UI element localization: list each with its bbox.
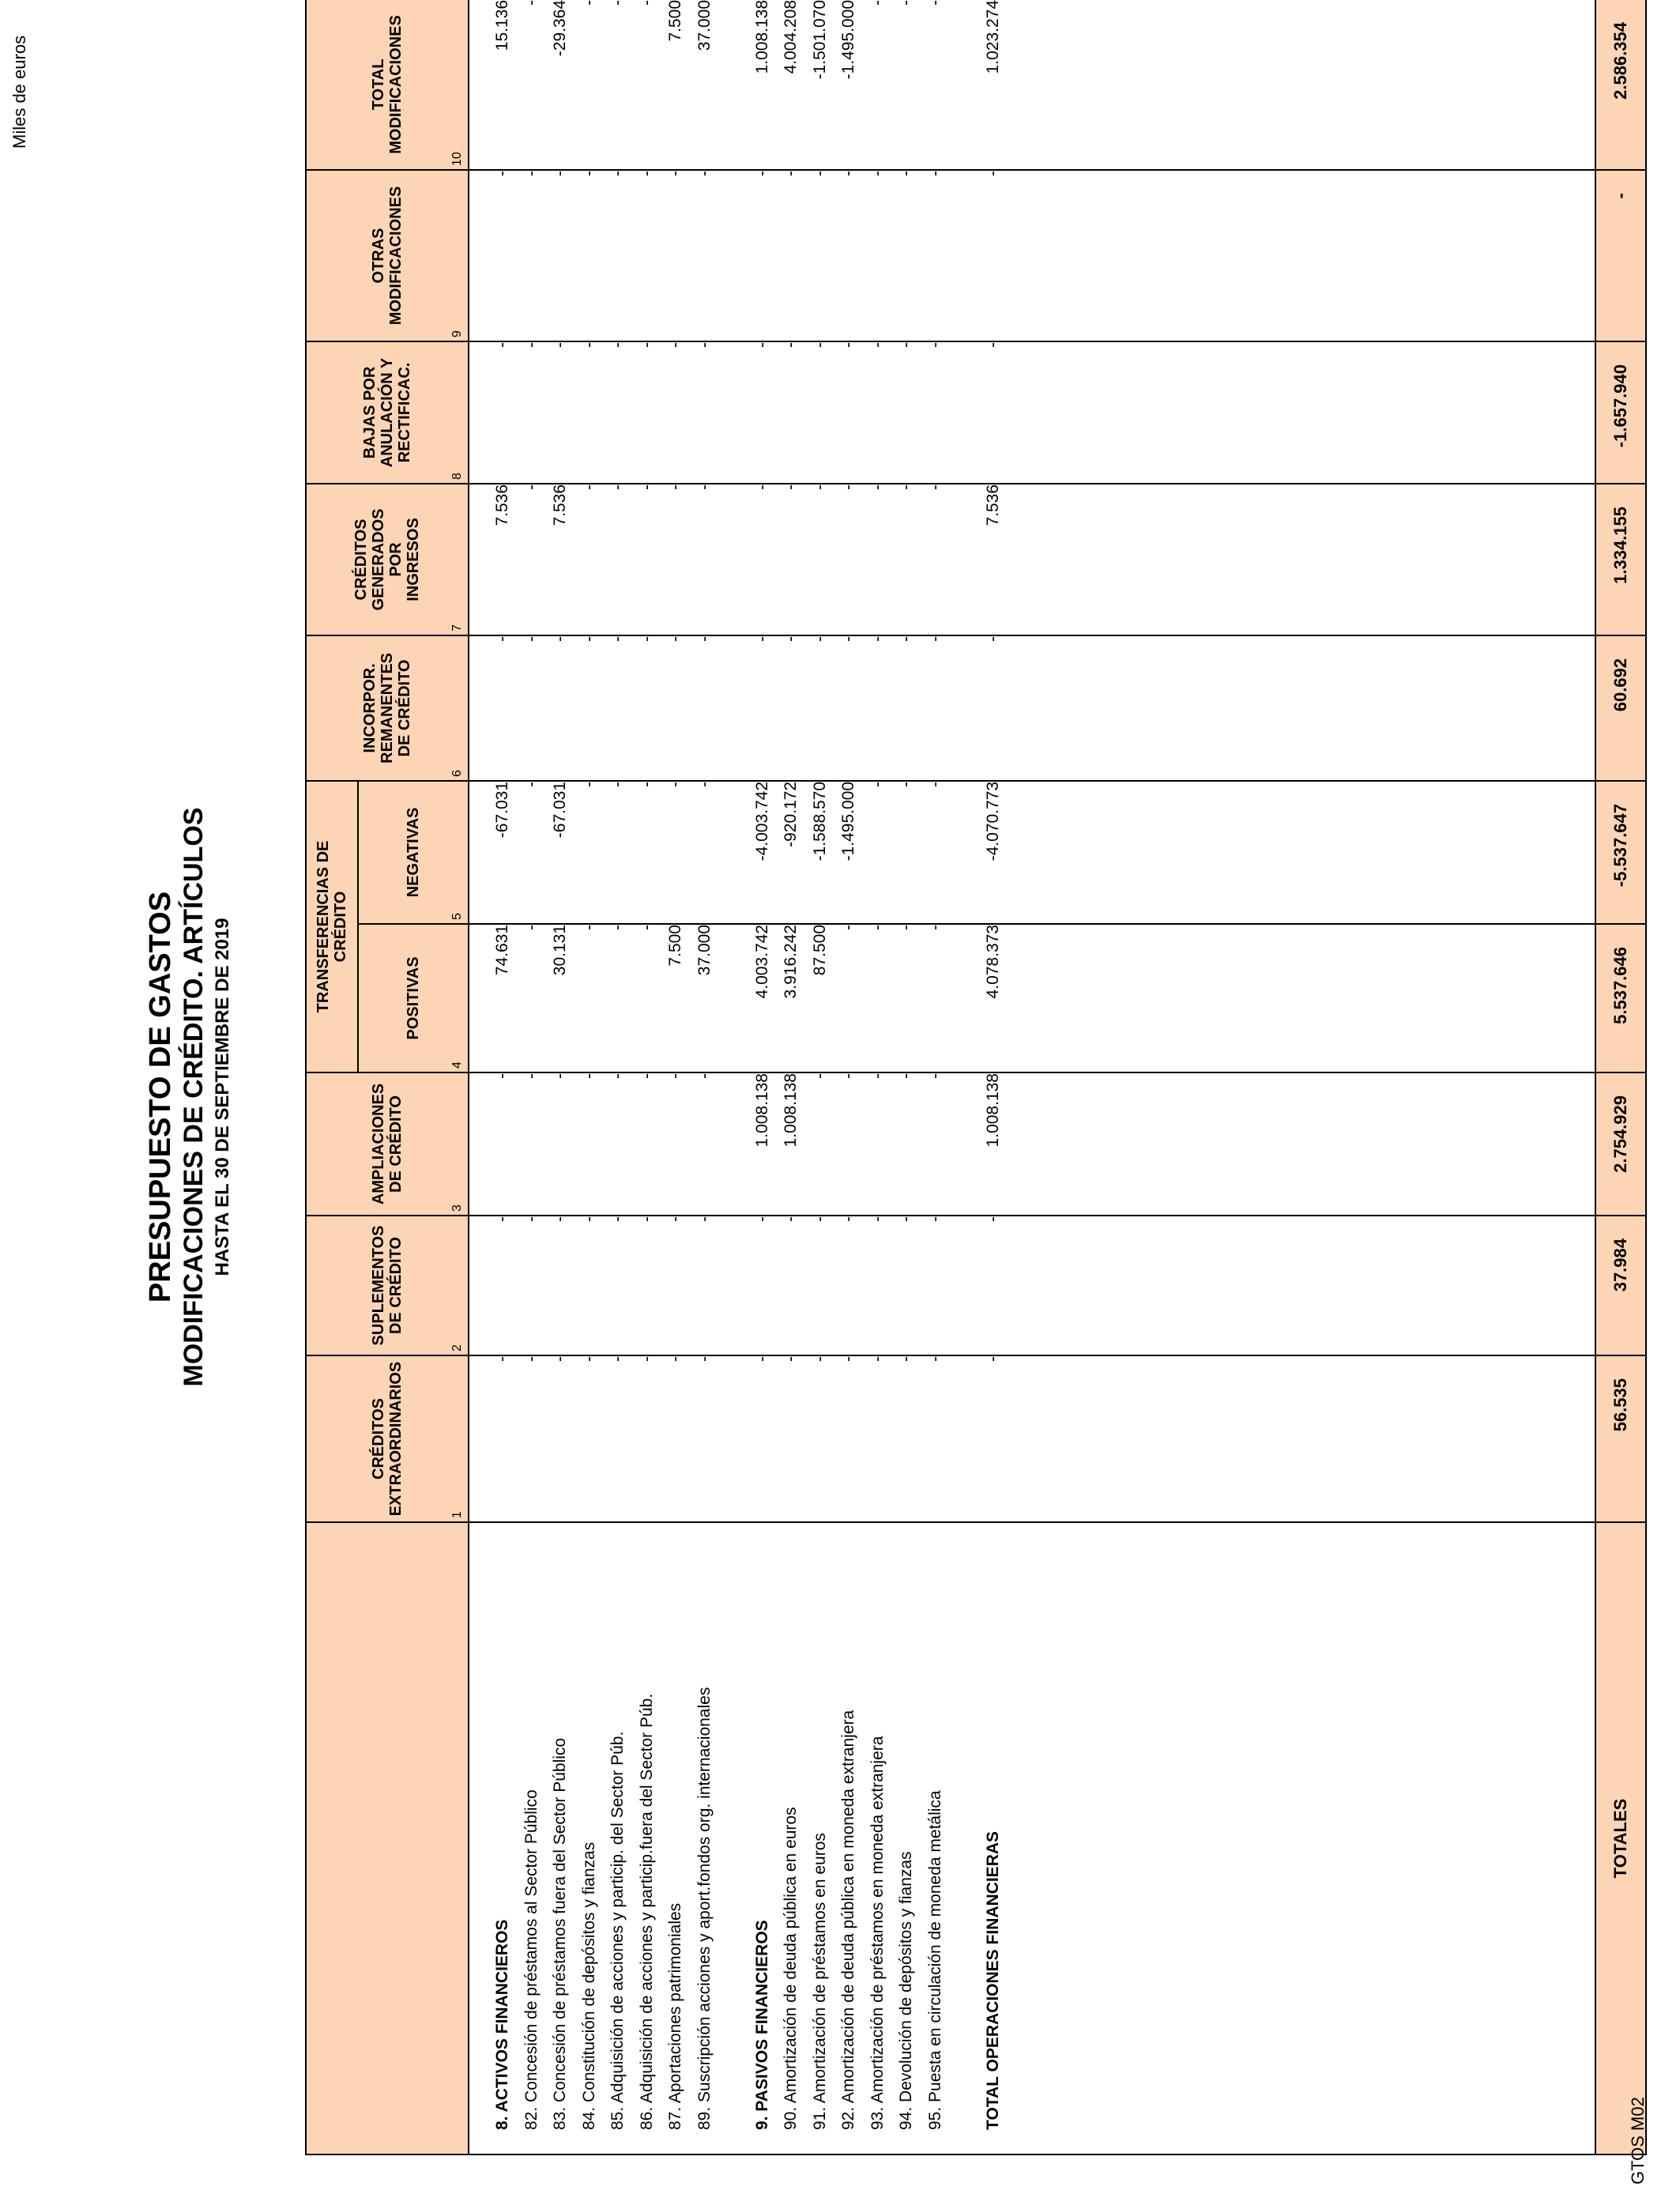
cell-value: 7.500 <box>666 925 684 967</box>
cell-value: - <box>752 341 771 348</box>
cell-value: - <box>522 1073 541 1079</box>
cell-value: - <box>810 1356 829 1362</box>
col-number: 9 <box>450 330 464 337</box>
totals-row <box>1595 0 1646 2154</box>
cell-value: 37.000 <box>695 0 714 51</box>
col-header-label: TOTAL MODIFICACIONES <box>370 15 405 154</box>
cell-value: - <box>810 341 829 348</box>
units-note: Miles de euros <box>9 35 29 149</box>
col-number: 3 <box>450 1204 464 1212</box>
cell-value: - <box>983 1216 1002 1222</box>
cell-value: - <box>897 341 915 348</box>
cell-value: - <box>810 635 829 642</box>
cell-value: - <box>925 781 944 787</box>
cell-value: - <box>897 170 915 176</box>
row-label: 95. Puesta en circulación de moneda metálica <box>925 1790 944 2130</box>
cell-value: - <box>493 1216 511 1222</box>
cell-value: - <box>551 1073 569 1079</box>
value-column-6 <box>469 635 1595 781</box>
cell-value: 4.078.373 <box>983 925 1002 999</box>
col-header-label: INCORPOR. REMANENTES DE CRÉDITO <box>361 652 413 763</box>
cell-value: - <box>666 635 684 642</box>
cell-value: - <box>666 1073 684 1079</box>
cell-value: -29.364 <box>551 0 569 57</box>
cell-value: 7.536 <box>551 484 569 526</box>
cell-value: - <box>579 1216 598 1222</box>
cell-value: - <box>608 170 627 176</box>
cell-value: - <box>637 1356 656 1362</box>
col-number: 4 <box>450 1061 464 1069</box>
cell-value: -1.495.000 <box>839 781 857 861</box>
cell-value: - <box>608 341 627 348</box>
cell-value: - <box>608 925 627 930</box>
cell-value: - <box>752 635 771 642</box>
row-spacer <box>719 636 748 780</box>
cell-value: - <box>637 1073 656 1079</box>
cell-value: - <box>897 781 915 787</box>
cell-value: - <box>666 781 684 787</box>
cell-value: - <box>608 1216 627 1222</box>
row-spacer <box>719 1216 748 1355</box>
cell-value: - <box>868 1356 887 1362</box>
total-value: 2.754.929 <box>1595 1072 1646 1216</box>
cell-value: - <box>551 635 569 642</box>
cell-value: -67.031 <box>551 781 569 839</box>
value-column-10 <box>469 0 1595 170</box>
cell-value: -1.495.000 <box>839 0 857 80</box>
cell-value: - <box>695 1216 714 1222</box>
row-spacer <box>719 1356 748 1521</box>
col-header-label: SUPLEMENTOS DE CRÉDITO <box>370 1225 405 1346</box>
col-header-label: OTRAS MODIFICACIONES <box>370 186 405 326</box>
value-column-8 <box>469 341 1595 484</box>
cell-value: 3.916.242 <box>782 925 800 999</box>
cell-value: - <box>868 925 887 930</box>
cell-value: - <box>782 1356 800 1362</box>
cell-value: - <box>579 0 598 6</box>
row-label: 82. Concesión de préstamos al Sector Público <box>522 1789 541 2130</box>
total-value: -5.537.647 <box>1595 781 1646 924</box>
value-column-2 <box>469 1216 1595 1355</box>
value-column-9 <box>469 170 1595 341</box>
total-value: 1.334.155 <box>1595 484 1646 635</box>
cell-value: - <box>782 170 800 176</box>
cell-value: 37.000 <box>695 925 714 976</box>
report-code: GTOS M02 <box>1628 2097 1648 2185</box>
cell-value: - <box>782 484 800 490</box>
cell-value: - <box>608 1073 627 1079</box>
row-spacer <box>719 484 748 635</box>
cell-value: - <box>579 781 598 787</box>
cell-value: - <box>666 170 684 176</box>
col-header-4 <box>358 924 469 1072</box>
row-label: 83. Concesión de préstamos fuera del Sector Público <box>551 1737 569 2130</box>
row-spacer <box>719 171 748 341</box>
cell-value: 1.008.138 <box>752 1073 771 1148</box>
col-header-label: CRÉDITOS EXTRAORDINARIOS <box>370 1361 405 1517</box>
col-header-label: POSITIVAS <box>405 956 422 1040</box>
row-label: 85. Adquisición de acciones y particip. del Sector Púb. <box>608 1731 627 2130</box>
cell-value: - <box>983 635 1002 642</box>
total-value: -1.657.940 <box>1595 341 1646 484</box>
cell-value: 74.631 <box>493 925 511 976</box>
row-spacer <box>950 1216 979 1355</box>
cell-value: - <box>868 484 887 490</box>
cell-value: - <box>695 170 714 176</box>
cell-value: - <box>637 0 656 6</box>
total-value: 56.535 <box>1595 1355 1646 1522</box>
cell-value: 1.008.138 <box>782 1073 800 1148</box>
cell-value: - <box>522 781 541 787</box>
row-spacer <box>719 782 748 923</box>
col-header-1 <box>306 1355 469 1522</box>
cell-value: - <box>695 781 714 787</box>
cell-value: - <box>579 341 598 348</box>
col-header-3 <box>306 1072 469 1216</box>
concept-column <box>469 1522 1595 2154</box>
concept-header <box>306 1522 469 2154</box>
cell-value: - <box>637 635 656 642</box>
cell-value: - <box>752 484 771 490</box>
row-spacer <box>950 484 979 635</box>
cell-value: - <box>839 925 857 930</box>
col-header-9 <box>306 170 469 341</box>
row-label: 89. Suscripción acciones y aport.fondos org. internacionales <box>695 1687 714 2130</box>
cell-value: - <box>522 341 541 348</box>
cell-value: - <box>868 170 887 176</box>
cell-value: - <box>551 1356 569 1362</box>
cell-value: - <box>666 341 684 348</box>
cell-value: - <box>897 484 915 490</box>
cell-value: - <box>752 1356 771 1362</box>
transfer-group-header: TRANSFERENCIAS DE CRÉDITO <box>306 781 358 1072</box>
cell-value: - <box>579 1073 598 1079</box>
cell-value: - <box>839 1356 857 1362</box>
col-header-label: AMPLIACIONES DE CRÉDITO <box>370 1083 405 1205</box>
value-column-7 <box>469 484 1595 635</box>
cell-value: - <box>810 1216 829 1222</box>
cell-value: - <box>666 484 684 490</box>
col-number: 10 <box>450 152 464 166</box>
cell-value: - <box>782 635 800 642</box>
cell-value: - <box>579 170 598 176</box>
group-label: 9. PASIVOS FINANCIEROS <box>752 1920 771 2130</box>
row-spacer <box>950 782 979 923</box>
cell-value: - <box>925 341 944 348</box>
cell-value: - <box>695 1356 714 1362</box>
report-title: PRESUPUESTO DE GASTOS <box>144 891 177 1303</box>
cell-value: - <box>695 341 714 348</box>
row-spacer <box>719 1073 748 1215</box>
cell-value: - <box>983 341 1002 348</box>
col-number: 1 <box>450 1511 464 1518</box>
cell-value: - <box>810 170 829 176</box>
cell-value: - <box>752 1216 771 1222</box>
cell-value: - <box>493 1073 511 1079</box>
row-spacer <box>719 925 748 1072</box>
report-subtitle: MODIFICACIONES DE CRÉDITO. ARTÍCULOS <box>179 807 209 1387</box>
row-spacer <box>950 1073 979 1215</box>
col-header-8 <box>306 341 469 484</box>
row-spacer <box>950 1356 979 1521</box>
cell-value: - <box>925 1073 944 1079</box>
cell-value: 30.131 <box>551 925 569 976</box>
row-spacer <box>950 1523 979 2130</box>
total-value: - <box>1595 170 1646 341</box>
cell-value: - <box>493 170 511 176</box>
cell-value: 7.500 <box>666 0 684 42</box>
cell-value: - <box>551 1216 569 1222</box>
cell-value: - <box>897 1073 915 1079</box>
cell-value: - <box>608 635 627 642</box>
col-number: 7 <box>450 624 464 631</box>
col-number: 2 <box>450 1344 464 1351</box>
cell-value: -920.172 <box>782 781 800 847</box>
cell-value: - <box>637 925 656 930</box>
col-header-2 <box>306 1216 469 1355</box>
cell-value: - <box>637 484 656 490</box>
cell-value: - <box>839 1073 857 1079</box>
cell-value: - <box>925 484 944 490</box>
group-label: TOTAL OPERACIONES FINANCIERAS <box>983 1830 1002 2130</box>
row-label: 90. Amortización de deuda pública en euros <box>782 1807 800 2130</box>
cell-value: - <box>925 925 944 930</box>
group-label: 8. ACTIVOS FINANCIEROS <box>493 1919 511 2130</box>
cell-value: - <box>868 635 887 642</box>
col-header-5 <box>358 781 469 924</box>
col-header-label: BAJAS POR ANULACIÓN Y RECTIFICAC. <box>361 357 413 468</box>
cell-value: - <box>579 484 598 490</box>
col-header-6 <box>306 635 469 781</box>
cell-value: - <box>608 0 627 6</box>
cell-value: - <box>983 170 1002 176</box>
row-label: 94. Devolución de depósitos y fianzas <box>897 1851 915 2130</box>
row-spacer <box>950 0 979 169</box>
cell-value: - <box>695 635 714 642</box>
cell-value: - <box>695 484 714 490</box>
cell-value: - <box>637 781 656 787</box>
row-spacer <box>719 342 748 483</box>
cell-value: 4.004.208 <box>782 0 800 74</box>
cell-value: - <box>608 1356 627 1362</box>
row-label: 87. Aportaciones patrimoniales <box>666 1902 684 2130</box>
row-label: 93. Amortización de préstamos en moneda extranjera <box>868 1736 887 2130</box>
modifications-table <box>305 0 1647 2155</box>
row-spacer <box>950 636 979 780</box>
cell-value: -1.501.070 <box>810 0 829 80</box>
cell-value: - <box>666 1216 684 1222</box>
cell-value: - <box>868 1073 887 1079</box>
cell-value: - <box>522 1216 541 1222</box>
cell-value: - <box>493 635 511 642</box>
cell-value: - <box>839 170 857 176</box>
cell-value: -1.588.570 <box>810 781 829 861</box>
col-number: 8 <box>450 473 464 480</box>
col-header-label: CRÉDITOS GENERADOS POR INGRESOS <box>352 508 422 611</box>
cell-value: - <box>493 1356 511 1362</box>
cell-value: 1.008.138 <box>983 1073 1002 1148</box>
cell-value: -67.031 <box>493 781 511 839</box>
totals-label: TOTALES <box>1595 1522 1646 2154</box>
value-column-1 <box>469 1355 1595 1522</box>
cell-value: - <box>522 1356 541 1362</box>
cell-value: - <box>897 635 915 642</box>
col-header-label: NEGATIVAS <box>405 807 422 898</box>
cell-value: - <box>925 0 944 6</box>
cell-value: - <box>695 1073 714 1079</box>
cell-value: - <box>522 170 541 176</box>
cell-value: 7.536 <box>493 484 511 526</box>
row-label: 91. Amortización de préstamos en euros <box>810 1833 829 2130</box>
row-label: 92. Amortización de deuda pública en moneda extranjera <box>839 1710 857 2130</box>
cell-value: - <box>752 170 771 176</box>
cell-value: 4.003.742 <box>752 925 771 999</box>
cell-value: - <box>839 341 857 348</box>
report-period: HASTA EL 30 DE SEPTIEMBRE DE 2019 <box>212 918 233 1276</box>
value-column-3 <box>469 1072 1595 1216</box>
cell-value: - <box>637 341 656 348</box>
row-spacer <box>950 925 979 1072</box>
cell-value: - <box>551 341 569 348</box>
row-spacer <box>719 1523 748 2130</box>
total-value: 2.586.354 <box>1595 0 1646 170</box>
value-column-5 <box>469 781 1595 924</box>
cell-value: - <box>782 1216 800 1222</box>
cell-value: - <box>925 1356 944 1362</box>
cell-value: - <box>810 484 829 490</box>
cell-value: - <box>522 484 541 490</box>
total-value: 37.984 <box>1595 1216 1646 1355</box>
cell-value: - <box>897 1356 915 1362</box>
cell-value: - <box>839 1216 857 1222</box>
cell-value: - <box>579 925 598 930</box>
row-spacer <box>950 342 979 483</box>
cell-value: 1.023.274 <box>983 0 1002 74</box>
value-column-4 <box>469 924 1595 1072</box>
cell-value: - <box>579 635 598 642</box>
cell-value: - <box>608 781 627 787</box>
cell-value: - <box>897 1216 915 1222</box>
cell-value: -4.003.742 <box>752 781 771 861</box>
row-spacer <box>719 0 748 169</box>
cell-value: - <box>925 1216 944 1222</box>
cell-value: - <box>839 484 857 490</box>
row-label: 86. Adquisición de acciones y particip.fuera del Sector Púb. <box>637 1693 656 2130</box>
cell-value: - <box>810 1073 829 1079</box>
cell-value: 1.008.138 <box>752 0 771 74</box>
cell-value: 7.536 <box>983 484 1002 526</box>
cell-value: - <box>897 0 915 6</box>
col-number: 6 <box>450 770 464 777</box>
total-value: 60.692 <box>1595 635 1646 781</box>
cell-value: - <box>637 170 656 176</box>
cell-value: - <box>868 0 887 6</box>
cell-value: - <box>868 781 887 787</box>
cell-value: - <box>522 0 541 6</box>
col-number: 5 <box>450 913 464 920</box>
total-value: 5.537.646 <box>1595 924 1646 1072</box>
cell-value: - <box>925 170 944 176</box>
cell-value: - <box>493 341 511 348</box>
cell-value: - <box>983 1356 1002 1362</box>
cell-value: - <box>782 341 800 348</box>
col-header-10 <box>306 0 469 170</box>
cell-value: - <box>637 1216 656 1222</box>
row-label: 84. Constitución de depósitos y fianzas <box>579 1842 598 2130</box>
cell-value: -4.070.773 <box>983 781 1002 861</box>
cell-value: - <box>868 341 887 348</box>
cell-value: - <box>522 925 541 930</box>
cell-value: - <box>925 635 944 642</box>
cell-value: 15.136 <box>493 0 511 51</box>
cell-value: - <box>608 484 627 490</box>
cell-value: - <box>522 635 541 642</box>
row-spacer <box>950 171 979 341</box>
cell-value: - <box>868 1216 887 1222</box>
cell-value: - <box>897 925 915 930</box>
cell-value: - <box>839 635 857 642</box>
col-header-7 <box>306 484 469 635</box>
cell-value: - <box>551 170 569 176</box>
cell-value: - <box>579 1356 598 1362</box>
cell-value: - <box>666 1356 684 1362</box>
cell-value: 87.500 <box>810 925 829 976</box>
